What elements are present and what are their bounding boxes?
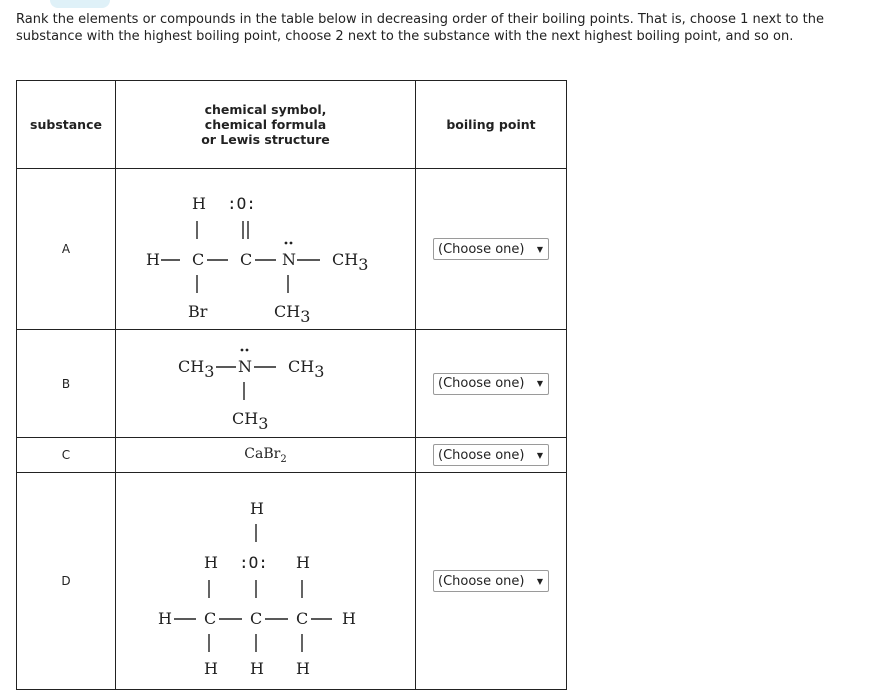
table-row-b	[17, 330, 567, 438]
rank-select-a[interactable]	[433, 238, 549, 260]
formula-text: CaBr$_2$	[244, 445, 287, 465]
substance-label: D	[17, 473, 116, 690]
rank-select-value: (Choose one)	[438, 241, 525, 257]
boiling-point-cell	[416, 169, 567, 330]
svg-text:C: C	[249, 609, 262, 628]
header-structure	[116, 81, 416, 169]
svg-text:H: H	[203, 659, 218, 678]
lewis-structure-a-drawing	[145, 179, 386, 326]
rank-select-value: (Choose one)	[438, 376, 525, 391]
top-tab-decoration	[50, 0, 110, 8]
svg-text:CH3: CH3	[331, 250, 368, 274]
svg-text:C: C	[203, 609, 216, 628]
svg-text:H: H	[191, 194, 206, 213]
boiling-point-cell	[416, 438, 567, 473]
svg-text:H: H	[157, 609, 172, 628]
svg-text:H: H	[203, 553, 218, 572]
svg-text:N: N	[237, 356, 252, 376]
header-substance: substance	[17, 81, 116, 169]
svg-text:CH3: CH3	[177, 356, 214, 381]
table-row-c	[17, 438, 567, 473]
chemical-formula-c	[116, 438, 416, 473]
svg-text::O:: :O:	[226, 194, 256, 213]
svg-text:CH3: CH3	[287, 356, 324, 381]
svg-text:H: H	[341, 609, 356, 628]
rank-select-value: (Choose one)	[438, 573, 525, 589]
dropdown-arrow-icon: ▼	[536, 379, 543, 388]
ranking-table	[16, 80, 567, 690]
svg-text:H: H	[145, 250, 160, 269]
lewis-structure-b	[116, 330, 416, 438]
svg-text:C: C	[295, 609, 308, 628]
svg-text:C: C	[191, 250, 204, 269]
svg-text:H: H	[295, 659, 310, 678]
substance-label: A	[17, 169, 116, 330]
rank-select-b[interactable]	[433, 373, 549, 395]
dropdown-arrow-icon: ▼	[536, 576, 543, 586]
table-header-row	[17, 81, 567, 169]
table-row-a	[17, 169, 567, 330]
rank-select-value: (Choose one)	[438, 447, 525, 463]
dropdown-arrow-icon: ▼	[536, 450, 543, 460]
boiling-point-cell	[416, 473, 567, 690]
substance-label: C	[17, 438, 116, 473]
svg-text:C: C	[239, 250, 252, 269]
svg-text:Br: Br	[187, 302, 207, 321]
boiling-point-cell	[416, 330, 567, 438]
lewis-structure-d	[116, 473, 416, 690]
svg-text::O:: :O:	[238, 553, 268, 572]
rank-select-c[interactable]	[433, 444, 549, 466]
lewis-structure-b-drawing	[176, 338, 356, 433]
header-structure-label: chemical symbol, chemical formula or Lewis structure	[201, 102, 330, 147]
rank-select-d[interactable]	[433, 570, 549, 592]
instructions-text: Rank the elements or compounds in the table below in decreasing order of their boiling points. That is, choose 1 next to the substance with the highest boiling point, choose 2 next to the substance with the next highest boiling point, and so on.	[16, 12, 824, 44]
svg-text:H: H	[249, 499, 264, 518]
svg-text:CH3: CH3	[231, 408, 268, 433]
svg-text:H: H	[295, 553, 310, 572]
header-boiling-point: boiling point	[416, 81, 567, 169]
lewis-structure-d-drawing	[156, 486, 376, 676]
lewis-structure-a	[116, 169, 416, 330]
dropdown-arrow-icon: ▼	[536, 244, 543, 254]
table-row-d	[17, 473, 567, 690]
svg-text:N: N	[281, 250, 296, 269]
substance-label: B	[17, 330, 116, 438]
svg-text:H: H	[249, 659, 264, 678]
svg-text:CH3: CH3	[273, 302, 310, 326]
